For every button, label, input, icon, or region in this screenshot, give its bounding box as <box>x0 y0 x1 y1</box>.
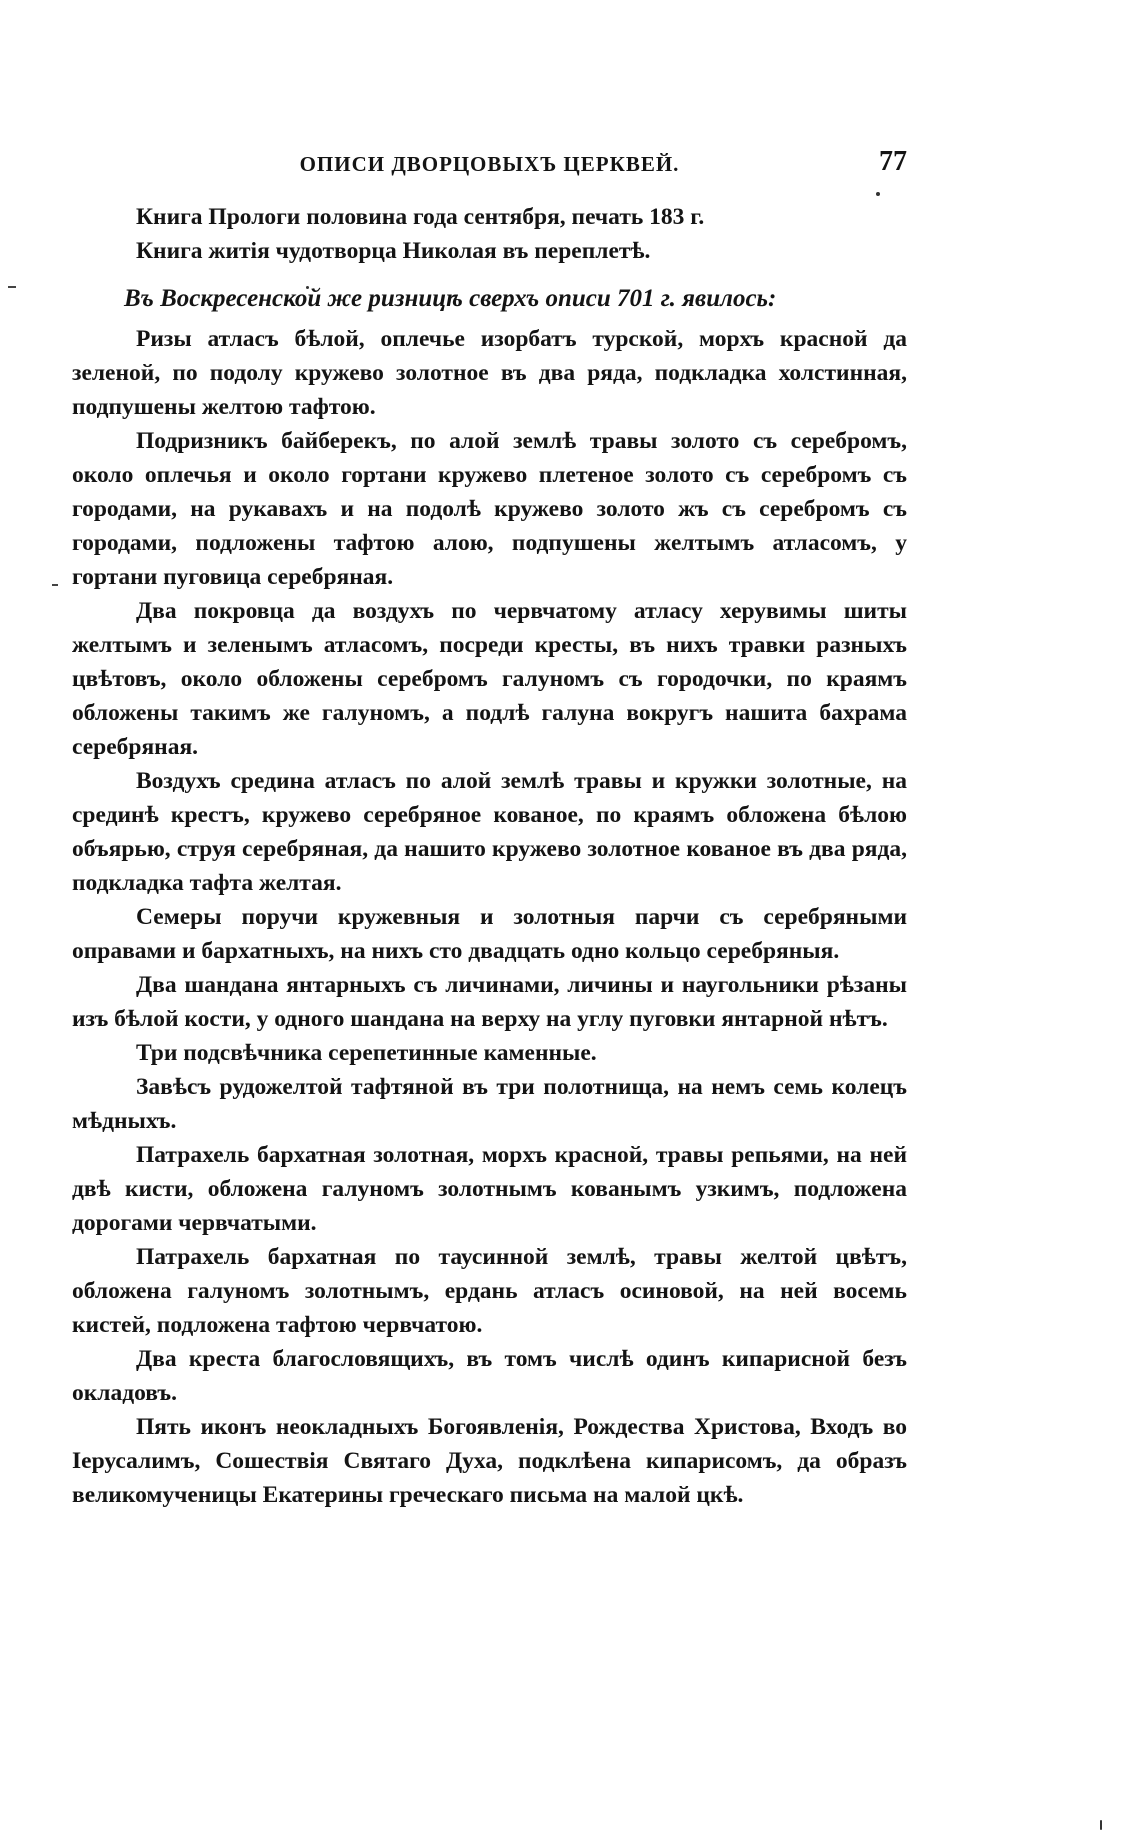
paragraph-candlesticks: Два шандана янтарныхъ съ личинами, личины и наугольники рѣзаны изъ бѣлой кости, у одного шандана на верху на углу пуговки янтарной нѣтъ. <box>72 972 907 1032</box>
print-speck <box>1100 1820 1102 1830</box>
body-text <box>72 200 907 1512</box>
paragraph-epitrachelion-1: Патрахель бархатная золотная, морхъ красной, травы репьями, на ней двѣ кисти, обложена галуномъ золотнымъ кованымъ узкимъ, подложена дорогами червчатыми. <box>72 1142 907 1236</box>
paragraph-crosses: Два креста благословящихъ, въ томъ числѣ одинъ кипарисной безъ окладовъ. <box>72 1346 907 1406</box>
page-header <box>72 146 907 192</box>
section-heading: Въ Воскресенской же ризницѣ сверхъ описи 701 г. явилось: <box>124 285 777 312</box>
book-line-prologue: Книга Прологи половина года сентября, печать 183 г. <box>136 204 705 230</box>
page-number: 77 <box>879 146 907 177</box>
paragraph-epitrachelion-2: Патрахель бархатная по таусинной землѣ, травы желтой цвѣтъ, обложена галуномъ золотнымъ, ердань атласъ осиновой, на ней восемь кистей, подложена тафтою червчатою. <box>72 1244 907 1338</box>
print-speck <box>876 192 880 196</box>
paragraph-sticharion: Подризникъ байберекъ, по алой землѣ травы золото съ серебромъ, около оплечья и около гортани кружево плетеное золото съ серебромъ съ городами, на рукавахъ и на подолѣ кружево золото жъ съ серебромъ съ городами, подложены тафтою алою, подпушены желтымъ атласомъ, у гортани пуговица серебряная. <box>72 428 907 590</box>
paragraph-aer: Воздухъ средина атласъ по алой землѣ травы и кружки золотные, на срединѣ крестъ, кружево серебряное кованое, по краямъ обложена бѣлою объярью, струя серебряная, да нашито кружево золотное кованое въ два ряда, подкладка тафта желтая. <box>72 768 907 896</box>
paragraph-veils: Два покровца да воздухъ по червчатому атласу херувимы шиты желтымъ и зеленымъ атласомъ, посреди кресты, въ нихъ травки разныхъ цвѣтовъ, около обложены серебромъ галуномъ съ городочки, по краямъ обложены такимъ же галуномъ, а подлѣ галуна вокругъ нашита бахрама серебряная. <box>72 598 907 760</box>
running-title: ОПИСИ ДВОРЦОВЫХЪ ЦЕРКВЕЙ. <box>299 152 680 176</box>
book-line-life-of-nicholas: Книга житія чудотворца Николая въ переплетѣ. <box>136 238 651 264</box>
margin-mark <box>52 584 58 586</box>
paragraph-curtain: Завѣсъ рудожелтой тафтяной въ три полотнища, на немъ семь колецъ мѣдныхъ. <box>72 1074 907 1134</box>
paragraph-cuffs: Семеры поручи кружевныя и золотныя парчи съ серебряными оправами и бархатныхъ, на нихъ сто двадцать одно кольцо серебряныя. <box>72 904 907 964</box>
paragraph-candleholders: Три подсвѣчника серепетинные каменные. <box>136 1040 597 1066</box>
margin-mark <box>8 286 16 288</box>
paragraph-vestments: Ризы атласъ бѣлой, оплечье изорбатъ турской, морхъ красной да зеленой, по подолу кружево золотное въ два ряда, подкладка холстинная, подпушены желтою тафтою. <box>72 326 907 420</box>
paragraph-icons: Пять иконъ неокладныхъ Богоявленія, Рождества Христова, Входъ во Іерусалимъ, Сошествія Святаго Духа, подклѣена кипарисомъ, да образъ великомученицы Екатерины греческаго письма на малой цкѣ. <box>72 1414 907 1508</box>
